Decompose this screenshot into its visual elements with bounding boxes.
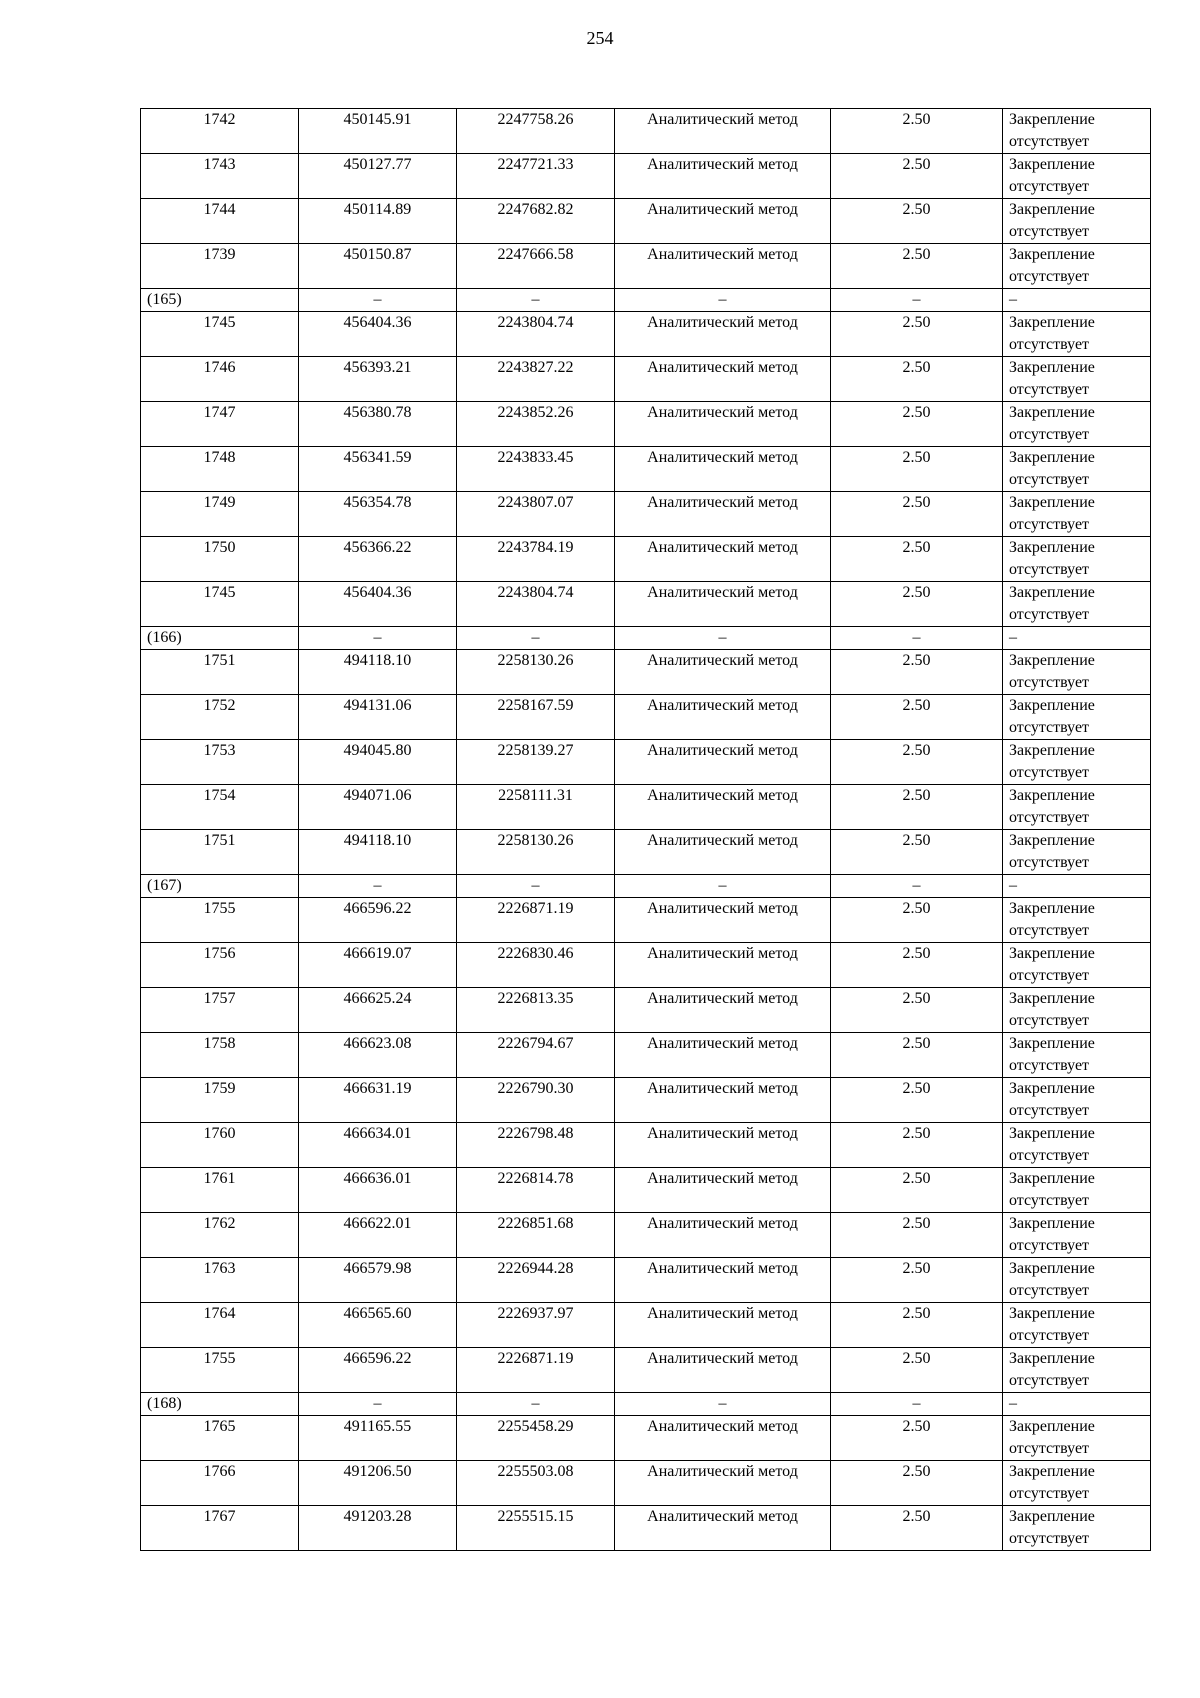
y-coordinate-cell: 2247758.26: [457, 109, 615, 154]
dash-cell: –: [615, 875, 831, 898]
fixation-cell: Закрепление отсутствует: [1003, 582, 1151, 627]
y-coordinate-cell: 2243784.19: [457, 537, 615, 582]
y-coordinate-cell: 2258167.59: [457, 695, 615, 740]
x-coordinate-cell: 466625.24: [299, 988, 457, 1033]
table-row: [141, 447, 1151, 492]
table-row: [141, 402, 1151, 447]
table-row: [141, 830, 1151, 875]
point-number-cell: 1756: [141, 943, 299, 988]
fixation-cell: Закрепление отсутствует: [1003, 1506, 1151, 1551]
table-row: [141, 537, 1151, 582]
precision-cell: 2.50: [831, 1348, 1003, 1393]
contour-number: (168): [141, 1393, 299, 1416]
method-cell: Аналитический метод: [615, 1416, 831, 1461]
point-number-cell: 1750: [141, 537, 299, 582]
fixation-cell: Закрепление отсутствует: [1003, 988, 1151, 1033]
dash-cell: –: [457, 875, 615, 898]
table-row: [141, 1078, 1151, 1123]
table-row: [141, 943, 1151, 988]
y-coordinate-cell: 2243804.74: [457, 312, 615, 357]
method-cell: Аналитический метод: [615, 492, 831, 537]
y-coordinate-cell: 2243833.45: [457, 447, 615, 492]
y-coordinate-cell: 2226851.68: [457, 1213, 615, 1258]
precision-cell: 2.50: [831, 1033, 1003, 1078]
fixation-cell: Закрепление отсутствует: [1003, 1303, 1151, 1348]
table-row: [141, 154, 1151, 199]
dash-cell: –: [299, 875, 457, 898]
fixation-cell: Закрепление отсутствует: [1003, 1123, 1151, 1168]
point-number-cell: 1739: [141, 244, 299, 289]
x-coordinate-cell: 450114.89: [299, 199, 457, 244]
method-cell: Аналитический метод: [615, 1348, 831, 1393]
method-cell: Аналитический метод: [615, 244, 831, 289]
y-coordinate-cell: 2226790.30: [457, 1078, 615, 1123]
point-number-cell: 1755: [141, 1348, 299, 1393]
method-cell: Аналитический метод: [615, 1506, 831, 1551]
point-number-cell: 1743: [141, 154, 299, 199]
method-cell: Аналитический метод: [615, 1078, 831, 1123]
x-coordinate-cell: 456354.78: [299, 492, 457, 537]
point-number-cell: 1748: [141, 447, 299, 492]
precision-cell: 2.50: [831, 785, 1003, 830]
y-coordinate-cell: 2226798.48: [457, 1123, 615, 1168]
point-number-cell: 1752: [141, 695, 299, 740]
x-coordinate-cell: 491165.55: [299, 1416, 457, 1461]
point-number-cell: 1745: [141, 312, 299, 357]
point-number-cell: 1762: [141, 1213, 299, 1258]
y-coordinate-cell: 2258130.26: [457, 650, 615, 695]
x-coordinate-cell: 494071.06: [299, 785, 457, 830]
fixation-cell: Закрепление отсутствует: [1003, 244, 1151, 289]
precision-cell: 2.50: [831, 582, 1003, 627]
fixation-cell: Закрепление отсутствует: [1003, 154, 1151, 199]
point-number-cell: 1763: [141, 1258, 299, 1303]
table-row: [141, 199, 1151, 244]
table-row: [141, 582, 1151, 627]
dash-cell: –: [1003, 875, 1151, 898]
y-coordinate-cell: 2226814.78: [457, 1168, 615, 1213]
y-coordinate-cell: 2226871.19: [457, 898, 615, 943]
x-coordinate-cell: 456380.78: [299, 402, 457, 447]
x-coordinate-cell: 466565.60: [299, 1303, 457, 1348]
precision-cell: 2.50: [831, 154, 1003, 199]
point-number-cell: 1757: [141, 988, 299, 1033]
precision-cell: 2.50: [831, 199, 1003, 244]
fixation-cell: Закрепление отсутствует: [1003, 830, 1151, 875]
point-number-cell: 1760: [141, 1123, 299, 1168]
method-cell: Аналитический метод: [615, 199, 831, 244]
fixation-cell: Закрепление отсутствует: [1003, 402, 1151, 447]
point-number-cell: 1742: [141, 109, 299, 154]
precision-cell: 2.50: [831, 1258, 1003, 1303]
x-coordinate-cell: 466619.07: [299, 943, 457, 988]
method-cell: Аналитический метод: [615, 943, 831, 988]
dash-cell: –: [1003, 1393, 1151, 1416]
dash-cell: –: [457, 627, 615, 650]
y-coordinate-cell: 2258139.27: [457, 740, 615, 785]
point-number-cell: 1755: [141, 898, 299, 943]
table-row: [141, 492, 1151, 537]
precision-cell: 2.50: [831, 830, 1003, 875]
y-coordinate-cell: 2247721.33: [457, 154, 615, 199]
table-row: [141, 1168, 1151, 1213]
table-row: [141, 1506, 1151, 1551]
x-coordinate-cell: 494118.10: [299, 650, 457, 695]
precision-cell: 2.50: [831, 1213, 1003, 1258]
y-coordinate-cell: 2255458.29: [457, 1416, 615, 1461]
fixation-cell: Закрепление отсутствует: [1003, 537, 1151, 582]
method-cell: Аналитический метод: [615, 988, 831, 1033]
fixation-cell: Закрепление отсутствует: [1003, 492, 1151, 537]
x-coordinate-cell: 456393.21: [299, 357, 457, 402]
point-number-cell: 1761: [141, 1168, 299, 1213]
fixation-cell: Закрепление отсутствует: [1003, 447, 1151, 492]
precision-cell: 2.50: [831, 312, 1003, 357]
point-number-cell: 1767: [141, 1506, 299, 1551]
fixation-cell: Закрепление отсутствует: [1003, 357, 1151, 402]
y-coordinate-cell: 2247666.58: [457, 244, 615, 289]
precision-cell: 2.50: [831, 1461, 1003, 1506]
x-coordinate-cell: 456404.36: [299, 582, 457, 627]
fixation-cell: Закрепление отсутствует: [1003, 1416, 1151, 1461]
y-coordinate-cell: 2226871.19: [457, 1348, 615, 1393]
table-row: [141, 1258, 1151, 1303]
y-coordinate-cell: 2226794.67: [457, 1033, 615, 1078]
x-coordinate-cell: 466636.01: [299, 1168, 457, 1213]
dash-cell: –: [299, 1393, 457, 1416]
precision-cell: 2.50: [831, 1123, 1003, 1168]
point-number-cell: 1751: [141, 650, 299, 695]
table-row: [141, 988, 1151, 1033]
table-row: [141, 1416, 1151, 1461]
contour-separator-row: [141, 627, 1151, 650]
precision-cell: 2.50: [831, 402, 1003, 447]
dash-cell: –: [831, 627, 1003, 650]
table-row: [141, 1123, 1151, 1168]
x-coordinate-cell: 494118.10: [299, 830, 457, 875]
method-cell: Аналитический метод: [615, 447, 831, 492]
method-cell: Аналитический метод: [615, 830, 831, 875]
table-row: [141, 650, 1151, 695]
x-coordinate-cell: 494045.80: [299, 740, 457, 785]
coordinates-table-body: [141, 109, 1151, 1551]
fixation-cell: Закрепление отсутствует: [1003, 199, 1151, 244]
dash-cell: –: [457, 1393, 615, 1416]
dash-cell: –: [1003, 627, 1151, 650]
fixation-cell: Закрепление отсутствует: [1003, 785, 1151, 830]
precision-cell: 2.50: [831, 740, 1003, 785]
x-coordinate-cell: 450127.77: [299, 154, 457, 199]
method-cell: Аналитический метод: [615, 1213, 831, 1258]
method-cell: Аналитический метод: [615, 785, 831, 830]
x-coordinate-cell: 466596.22: [299, 1348, 457, 1393]
point-number-cell: 1745: [141, 582, 299, 627]
precision-cell: 2.50: [831, 1506, 1003, 1551]
method-cell: Аналитический метод: [615, 582, 831, 627]
table-row: [141, 1348, 1151, 1393]
method-cell: Аналитический метод: [615, 1168, 831, 1213]
y-coordinate-cell: 2243827.22: [457, 357, 615, 402]
table-row: [141, 1033, 1151, 1078]
x-coordinate-cell: 491203.28: [299, 1506, 457, 1551]
table-row: [141, 109, 1151, 154]
method-cell: Аналитический метод: [615, 1258, 831, 1303]
x-coordinate-cell: 466596.22: [299, 898, 457, 943]
y-coordinate-cell: 2247682.82: [457, 199, 615, 244]
method-cell: Аналитический метод: [615, 154, 831, 199]
precision-cell: 2.50: [831, 1303, 1003, 1348]
dash-cell: –: [615, 289, 831, 312]
point-number-cell: 1758: [141, 1033, 299, 1078]
contour-separator-row: [141, 289, 1151, 312]
fixation-cell: Закрепление отсутствует: [1003, 312, 1151, 357]
table-row: [141, 357, 1151, 402]
fixation-cell: Закрепление отсутствует: [1003, 740, 1151, 785]
x-coordinate-cell: 456366.22: [299, 537, 457, 582]
precision-cell: 2.50: [831, 650, 1003, 695]
x-coordinate-cell: 456404.36: [299, 312, 457, 357]
precision-cell: 2.50: [831, 492, 1003, 537]
method-cell: Аналитический метод: [615, 402, 831, 447]
point-number-cell: 1766: [141, 1461, 299, 1506]
table-row: [141, 1213, 1151, 1258]
precision-cell: 2.50: [831, 537, 1003, 582]
method-cell: Аналитический метод: [615, 695, 831, 740]
point-number-cell: 1747: [141, 402, 299, 447]
x-coordinate-cell: 450150.87: [299, 244, 457, 289]
y-coordinate-cell: 2226944.28: [457, 1258, 615, 1303]
precision-cell: 2.50: [831, 898, 1003, 943]
contour-number: (167): [141, 875, 299, 898]
coordinates-table: [140, 108, 1151, 1551]
dash-cell: –: [615, 627, 831, 650]
dash-cell: –: [831, 1393, 1003, 1416]
fixation-cell: Закрепление отсутствует: [1003, 1033, 1151, 1078]
method-cell: Аналитический метод: [615, 740, 831, 785]
method-cell: Аналитический метод: [615, 650, 831, 695]
method-cell: Аналитический метод: [615, 357, 831, 402]
contour-number: (166): [141, 627, 299, 650]
x-coordinate-cell: 466579.98: [299, 1258, 457, 1303]
table-row: [141, 1461, 1151, 1506]
contour-number: (165): [141, 289, 299, 312]
point-number-cell: 1753: [141, 740, 299, 785]
table-row: [141, 244, 1151, 289]
x-coordinate-cell: 466634.01: [299, 1123, 457, 1168]
precision-cell: 2.50: [831, 1078, 1003, 1123]
contour-separator-row: [141, 875, 1151, 898]
y-coordinate-cell: 2226937.97: [457, 1303, 615, 1348]
fixation-cell: Закрепление отсутствует: [1003, 650, 1151, 695]
precision-cell: 2.50: [831, 943, 1003, 988]
dash-cell: –: [1003, 289, 1151, 312]
fixation-cell: Закрепление отсутствует: [1003, 1168, 1151, 1213]
precision-cell: 2.50: [831, 109, 1003, 154]
point-number-cell: 1751: [141, 830, 299, 875]
precision-cell: 2.50: [831, 988, 1003, 1033]
table-row: [141, 785, 1151, 830]
method-cell: Аналитический метод: [615, 537, 831, 582]
fixation-cell: Закрепление отсутствует: [1003, 695, 1151, 740]
fixation-cell: Закрепление отсутствует: [1003, 1348, 1151, 1393]
point-number-cell: 1754: [141, 785, 299, 830]
table-row: [141, 1303, 1151, 1348]
y-coordinate-cell: 2255515.15: [457, 1506, 615, 1551]
y-coordinate-cell: 2226830.46: [457, 943, 615, 988]
fixation-cell: Закрепление отсутствует: [1003, 1258, 1151, 1303]
precision-cell: 2.50: [831, 1416, 1003, 1461]
method-cell: Аналитический метод: [615, 1461, 831, 1506]
table-row: [141, 898, 1151, 943]
dash-cell: –: [615, 1393, 831, 1416]
x-coordinate-cell: 466622.01: [299, 1213, 457, 1258]
fixation-cell: Закрепление отсутствует: [1003, 1078, 1151, 1123]
fixation-cell: Закрепление отсутствует: [1003, 109, 1151, 154]
y-coordinate-cell: 2226813.35: [457, 988, 615, 1033]
x-coordinate-cell: 494131.06: [299, 695, 457, 740]
dash-cell: –: [831, 289, 1003, 312]
x-coordinate-cell: 466623.08: [299, 1033, 457, 1078]
y-coordinate-cell: 2258111.31: [457, 785, 615, 830]
x-coordinate-cell: 456341.59: [299, 447, 457, 492]
point-number-cell: 1764: [141, 1303, 299, 1348]
method-cell: Аналитический метод: [615, 1123, 831, 1168]
y-coordinate-cell: 2255503.08: [457, 1461, 615, 1506]
point-number-cell: 1765: [141, 1416, 299, 1461]
point-number-cell: 1749: [141, 492, 299, 537]
table-row: [141, 740, 1151, 785]
x-coordinate-cell: 491206.50: [299, 1461, 457, 1506]
contour-separator-row: [141, 1393, 1151, 1416]
method-cell: Аналитический метод: [615, 312, 831, 357]
precision-cell: 2.50: [831, 447, 1003, 492]
precision-cell: 2.50: [831, 357, 1003, 402]
method-cell: Аналитический метод: [615, 898, 831, 943]
table-row: [141, 695, 1151, 740]
table-row: [141, 312, 1151, 357]
method-cell: Аналитический метод: [615, 1033, 831, 1078]
dash-cell: –: [457, 289, 615, 312]
point-number-cell: 1746: [141, 357, 299, 402]
precision-cell: 2.50: [831, 695, 1003, 740]
y-coordinate-cell: 2258130.26: [457, 830, 615, 875]
y-coordinate-cell: 2243807.07: [457, 492, 615, 537]
point-number-cell: 1759: [141, 1078, 299, 1123]
fixation-cell: Закрепление отсутствует: [1003, 1461, 1151, 1506]
dash-cell: –: [299, 627, 457, 650]
x-coordinate-cell: 466631.19: [299, 1078, 457, 1123]
page-number: 254: [586, 28, 614, 48]
point-number-cell: 1744: [141, 199, 299, 244]
dash-cell: –: [299, 289, 457, 312]
fixation-cell: Закрепление отсутствует: [1003, 943, 1151, 988]
method-cell: Аналитический метод: [615, 1303, 831, 1348]
fixation-cell: Закрепление отсутствует: [1003, 898, 1151, 943]
dash-cell: –: [831, 875, 1003, 898]
y-coordinate-cell: 2243852.26: [457, 402, 615, 447]
precision-cell: 2.50: [831, 244, 1003, 289]
x-coordinate-cell: 450145.91: [299, 109, 457, 154]
y-coordinate-cell: 2243804.74: [457, 582, 615, 627]
fixation-cell: Закрепление отсутствует: [1003, 1213, 1151, 1258]
method-cell: Аналитический метод: [615, 109, 831, 154]
precision-cell: 2.50: [831, 1168, 1003, 1213]
